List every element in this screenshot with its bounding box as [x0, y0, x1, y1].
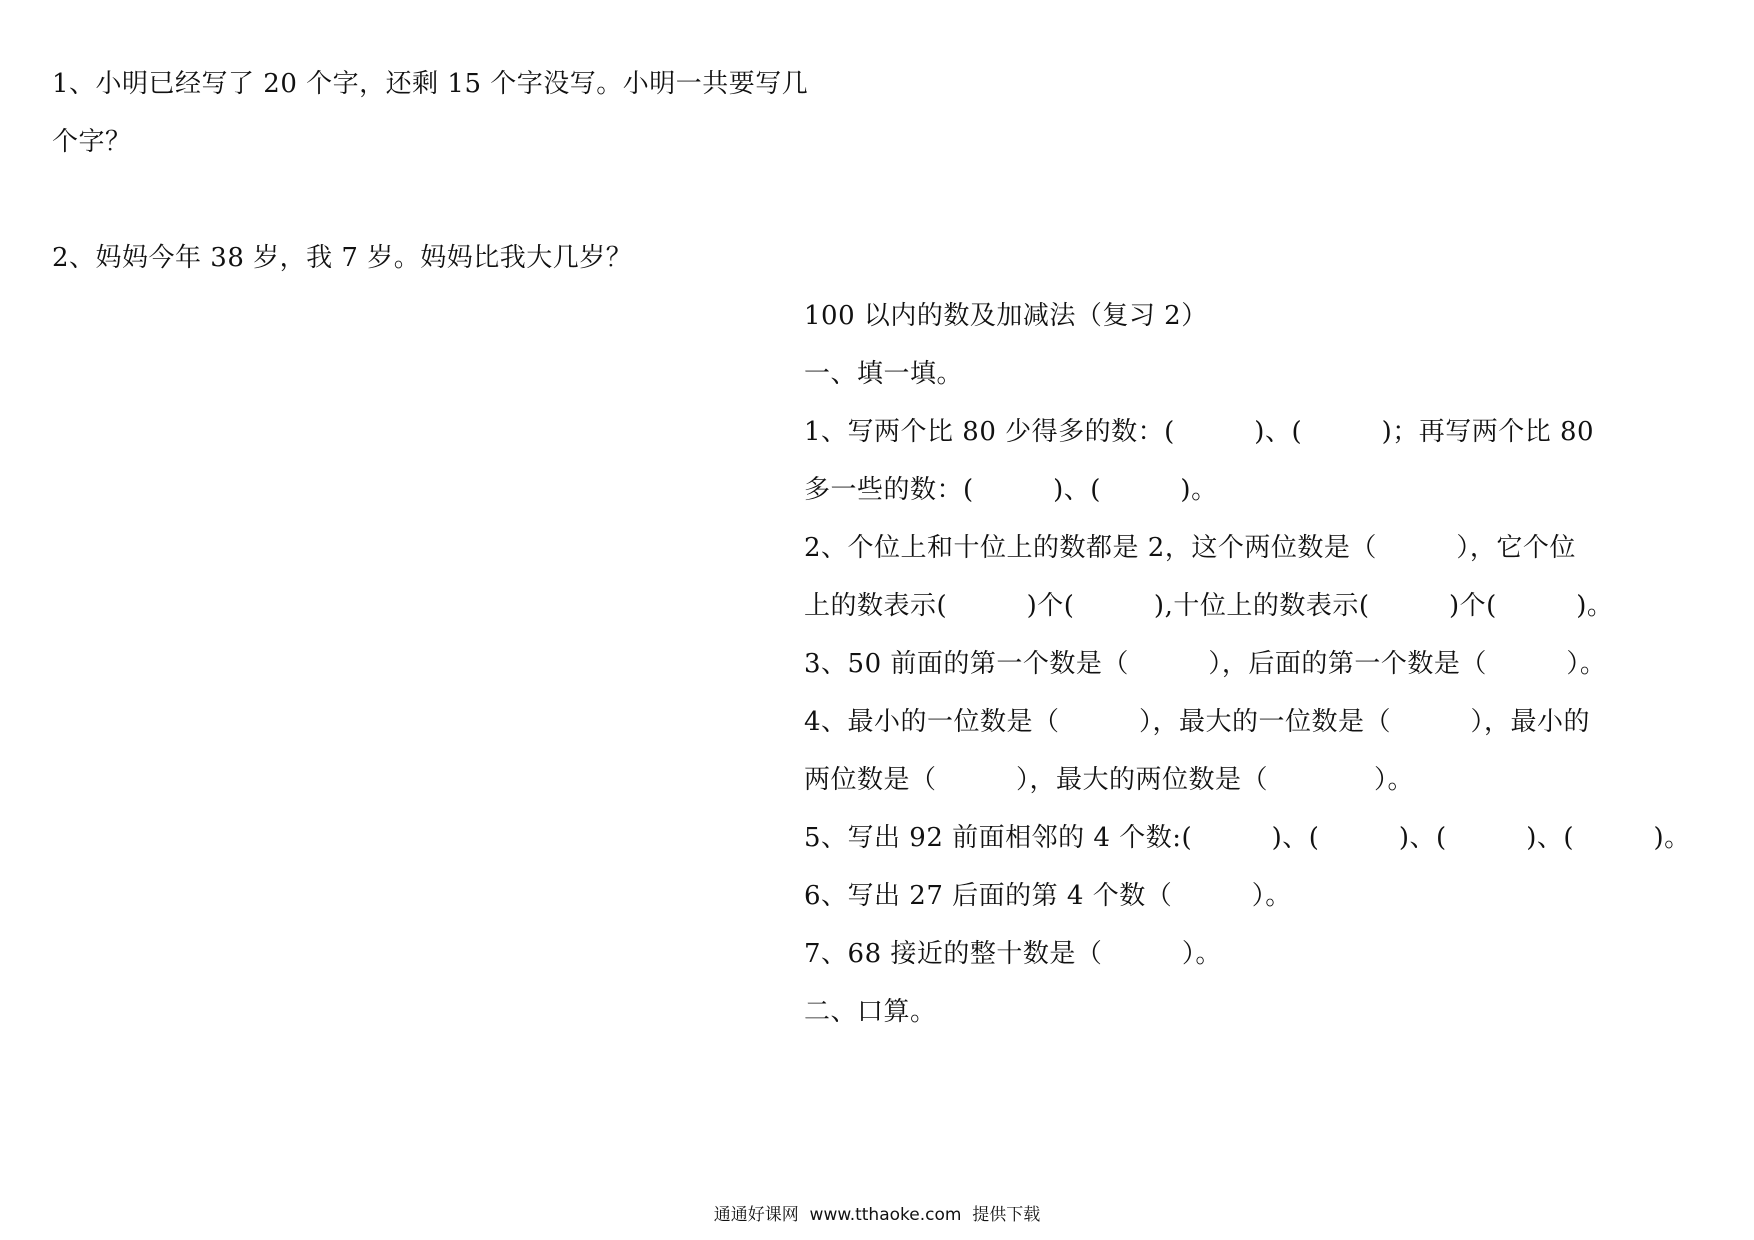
item-7: 7、68 接近的整十数是（ ）。: [804, 939, 1222, 969]
question-1-line-1: 1、小明已经写了 20 个字，还剩 15 个字没写。小明一共要写几: [52, 69, 809, 99]
item-1-line-2: 多一些的数：( )、( )。: [804, 475, 1218, 505]
item-5: 5、写出 92 前面相邻的 4 个数:( )、( )、( )、( )。: [804, 823, 1691, 853]
item-3: 3、50 前面的第一个数是（ ），后面的第一个数是（ ）。: [804, 649, 1607, 679]
item-4-line-1: 4、最小的一位数是（ ），最大的一位数是（ ），最小的: [804, 707, 1591, 737]
item-2-line-1: 2、个位上和十位上的数都是 2，这个两位数是（ ），它个位: [804, 533, 1576, 563]
item-6: 6、写出 27 后面的第 4 个数（ ）。: [804, 881, 1292, 911]
section-fill-in-heading: 一、填一填。: [804, 359, 964, 389]
worksheet-title: 100 以内的数及加减法（复习 2）: [804, 301, 1208, 331]
footer-source-line: 通通好课网 www.tthaoke.com 提供下载: [713, 1205, 1041, 1225]
item-4-line-2: 两位数是（ ），最大的两位数是（ ）。: [804, 765, 1415, 795]
question-1-line-2: 个字？: [52, 127, 132, 157]
item-2-line-2: 上的数表示( )个( ),十位上的数表示( )个( )。: [804, 591, 1614, 621]
item-1-line-1: 1、写两个比 80 少得多的数：( )、( )；再写两个比 80: [804, 417, 1595, 447]
question-2: 2、妈妈今年 38 岁，我 7 岁。妈妈比我大几岁？: [52, 243, 633, 273]
section-mental-math-heading: 二、口算。: [804, 997, 937, 1027]
